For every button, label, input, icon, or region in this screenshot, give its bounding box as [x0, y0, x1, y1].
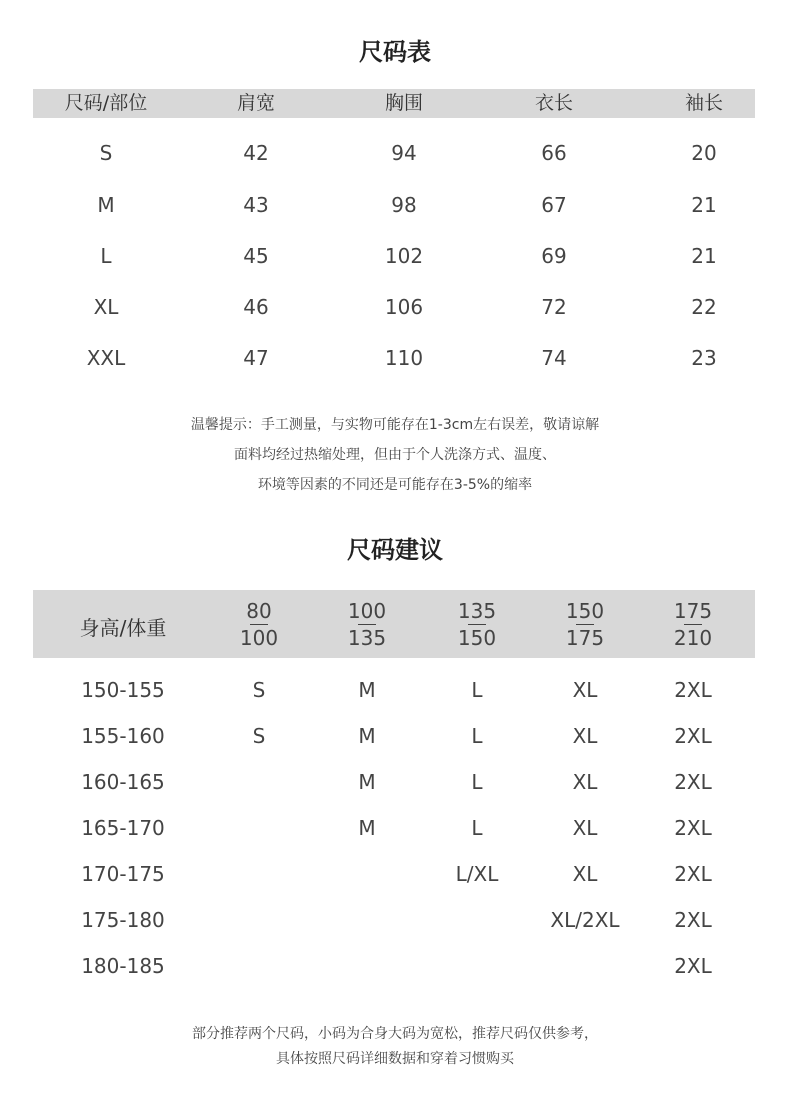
weight-range-min: 150	[565, 599, 605, 623]
size-chart-cell: 22	[691, 295, 717, 319]
recommended-size-cell: 2XL	[674, 816, 712, 840]
recommended-size-cell: L	[471, 816, 483, 840]
notice-line-1: 温馨提示：手工测量，与实物可能存在1-3cm左右误差，敬请谅解	[190, 417, 600, 433]
size-chart-cell: 45	[243, 244, 269, 268]
size-chart-cell: 69	[541, 244, 567, 268]
recommended-size-cell: L	[471, 724, 483, 748]
size-chart-cell: XL	[93, 295, 119, 319]
footer-line-1: 部分推荐两个尺码，小码为合身大码为宽松，推荐尺码仅供参考，	[192, 1026, 598, 1042]
recommended-size-cell: 2XL	[674, 908, 712, 932]
recommended-size-cell: L	[471, 770, 483, 794]
weight-range-header	[653, 598, 733, 651]
recommended-size-cell: M	[358, 770, 376, 794]
size-chart-cell: L	[100, 244, 112, 268]
size-chart-cell: 102	[384, 244, 424, 268]
height-range-cell: 180-185	[81, 954, 165, 978]
size-chart-cell: S	[99, 141, 113, 165]
footer-line-2: 具体按照尺码详细数据和穿着习惯购买	[276, 1051, 514, 1067]
recommended-size-cell: 2XL	[674, 770, 712, 794]
weight-range-min: 175	[673, 599, 713, 623]
size-chart-cell: 66	[541, 141, 567, 165]
recommended-size-cell: XL	[572, 724, 598, 748]
weight-range-header	[545, 598, 625, 651]
size-chart-cell: 42	[243, 141, 269, 165]
weight-range-header	[437, 598, 517, 651]
recommended-size-cell: XL	[572, 816, 598, 840]
weight-range-header	[327, 598, 407, 651]
size-chart-cell: 23	[691, 346, 717, 370]
recommended-size-cell: 2XL	[674, 954, 712, 978]
size-chart-cell: 47	[243, 346, 269, 370]
size-chart-cell: 46	[243, 295, 269, 319]
size-chart-cell: 98	[391, 193, 417, 217]
recommended-size-cell: 2XL	[674, 678, 712, 702]
height-range-cell: 175-180	[81, 908, 165, 932]
weight-range-min: 135	[457, 599, 497, 623]
size-chart-cell: 94	[391, 141, 417, 165]
size-chart-header-size: 尺码/部位	[64, 92, 148, 114]
notice-line-3: 环境等因素的不同还是可能存在3-5%的缩率	[257, 477, 533, 493]
height-range-cell: 155-160	[81, 724, 165, 748]
size-chart-header-sleeve: 袖长	[684, 92, 724, 114]
size-chart-cell: 20	[691, 141, 717, 165]
size-chart-cell: 21	[691, 193, 717, 217]
size-chart-header-shoulder: 肩宽	[236, 92, 276, 114]
size-chart-cell: 21	[691, 244, 717, 268]
size-chart-cell: 72	[541, 295, 567, 319]
recommend-header-height-weight: 身高/体重	[79, 616, 167, 640]
size-chart-cell: 106	[384, 295, 424, 319]
size-chart-header-length: 衣长	[534, 92, 574, 114]
weight-range-max: 100	[239, 626, 279, 650]
height-range-cell: 160-165	[81, 770, 165, 794]
recommended-size-cell: S	[252, 724, 266, 748]
weight-range-max: 135	[347, 626, 387, 650]
recommended-size-cell: XL	[572, 862, 598, 886]
weight-range-header	[219, 598, 299, 651]
height-range-cell: 170-175	[81, 862, 165, 886]
recommended-size-cell: 2XL	[674, 724, 712, 748]
recommended-size-cell: L	[471, 678, 483, 702]
weight-range-min: 100	[347, 599, 387, 623]
recommended-size-cell: L/XL	[455, 862, 499, 886]
recommended-size-cell: 2XL	[674, 862, 712, 886]
size-chart-cell: 43	[243, 193, 269, 217]
weight-range-min: 80	[246, 599, 272, 623]
notice-line-2: 面料均经过热缩处理，但由于个人洗涤方式、温度、	[234, 447, 556, 463]
recommend-title: 尺码建议	[347, 536, 443, 564]
recommended-size-cell: M	[358, 816, 376, 840]
size-chart-header-chest: 胸围	[384, 92, 424, 114]
size-chart-cell: 110	[384, 346, 424, 370]
size-chart-cell: 67	[541, 193, 567, 217]
recommended-size-cell: M	[358, 724, 376, 748]
size-chart-cell: M	[97, 193, 115, 217]
weight-range-max: 210	[673, 626, 713, 650]
size-chart-cell: XXL	[86, 346, 126, 370]
weight-range-max: 175	[565, 626, 605, 650]
height-range-cell: 165-170	[81, 816, 165, 840]
weight-range-max: 150	[457, 626, 497, 650]
recommended-size-cell: S	[252, 678, 266, 702]
recommended-size-cell: XL	[572, 770, 598, 794]
recommended-size-cell: M	[358, 678, 376, 702]
recommended-size-cell: XL/2XL	[550, 908, 620, 932]
recommended-size-cell: XL	[572, 678, 598, 702]
height-range-cell: 150-155	[81, 678, 165, 702]
size-chart-cell: 74	[541, 346, 567, 370]
size-chart-title: 尺码表	[359, 38, 431, 66]
